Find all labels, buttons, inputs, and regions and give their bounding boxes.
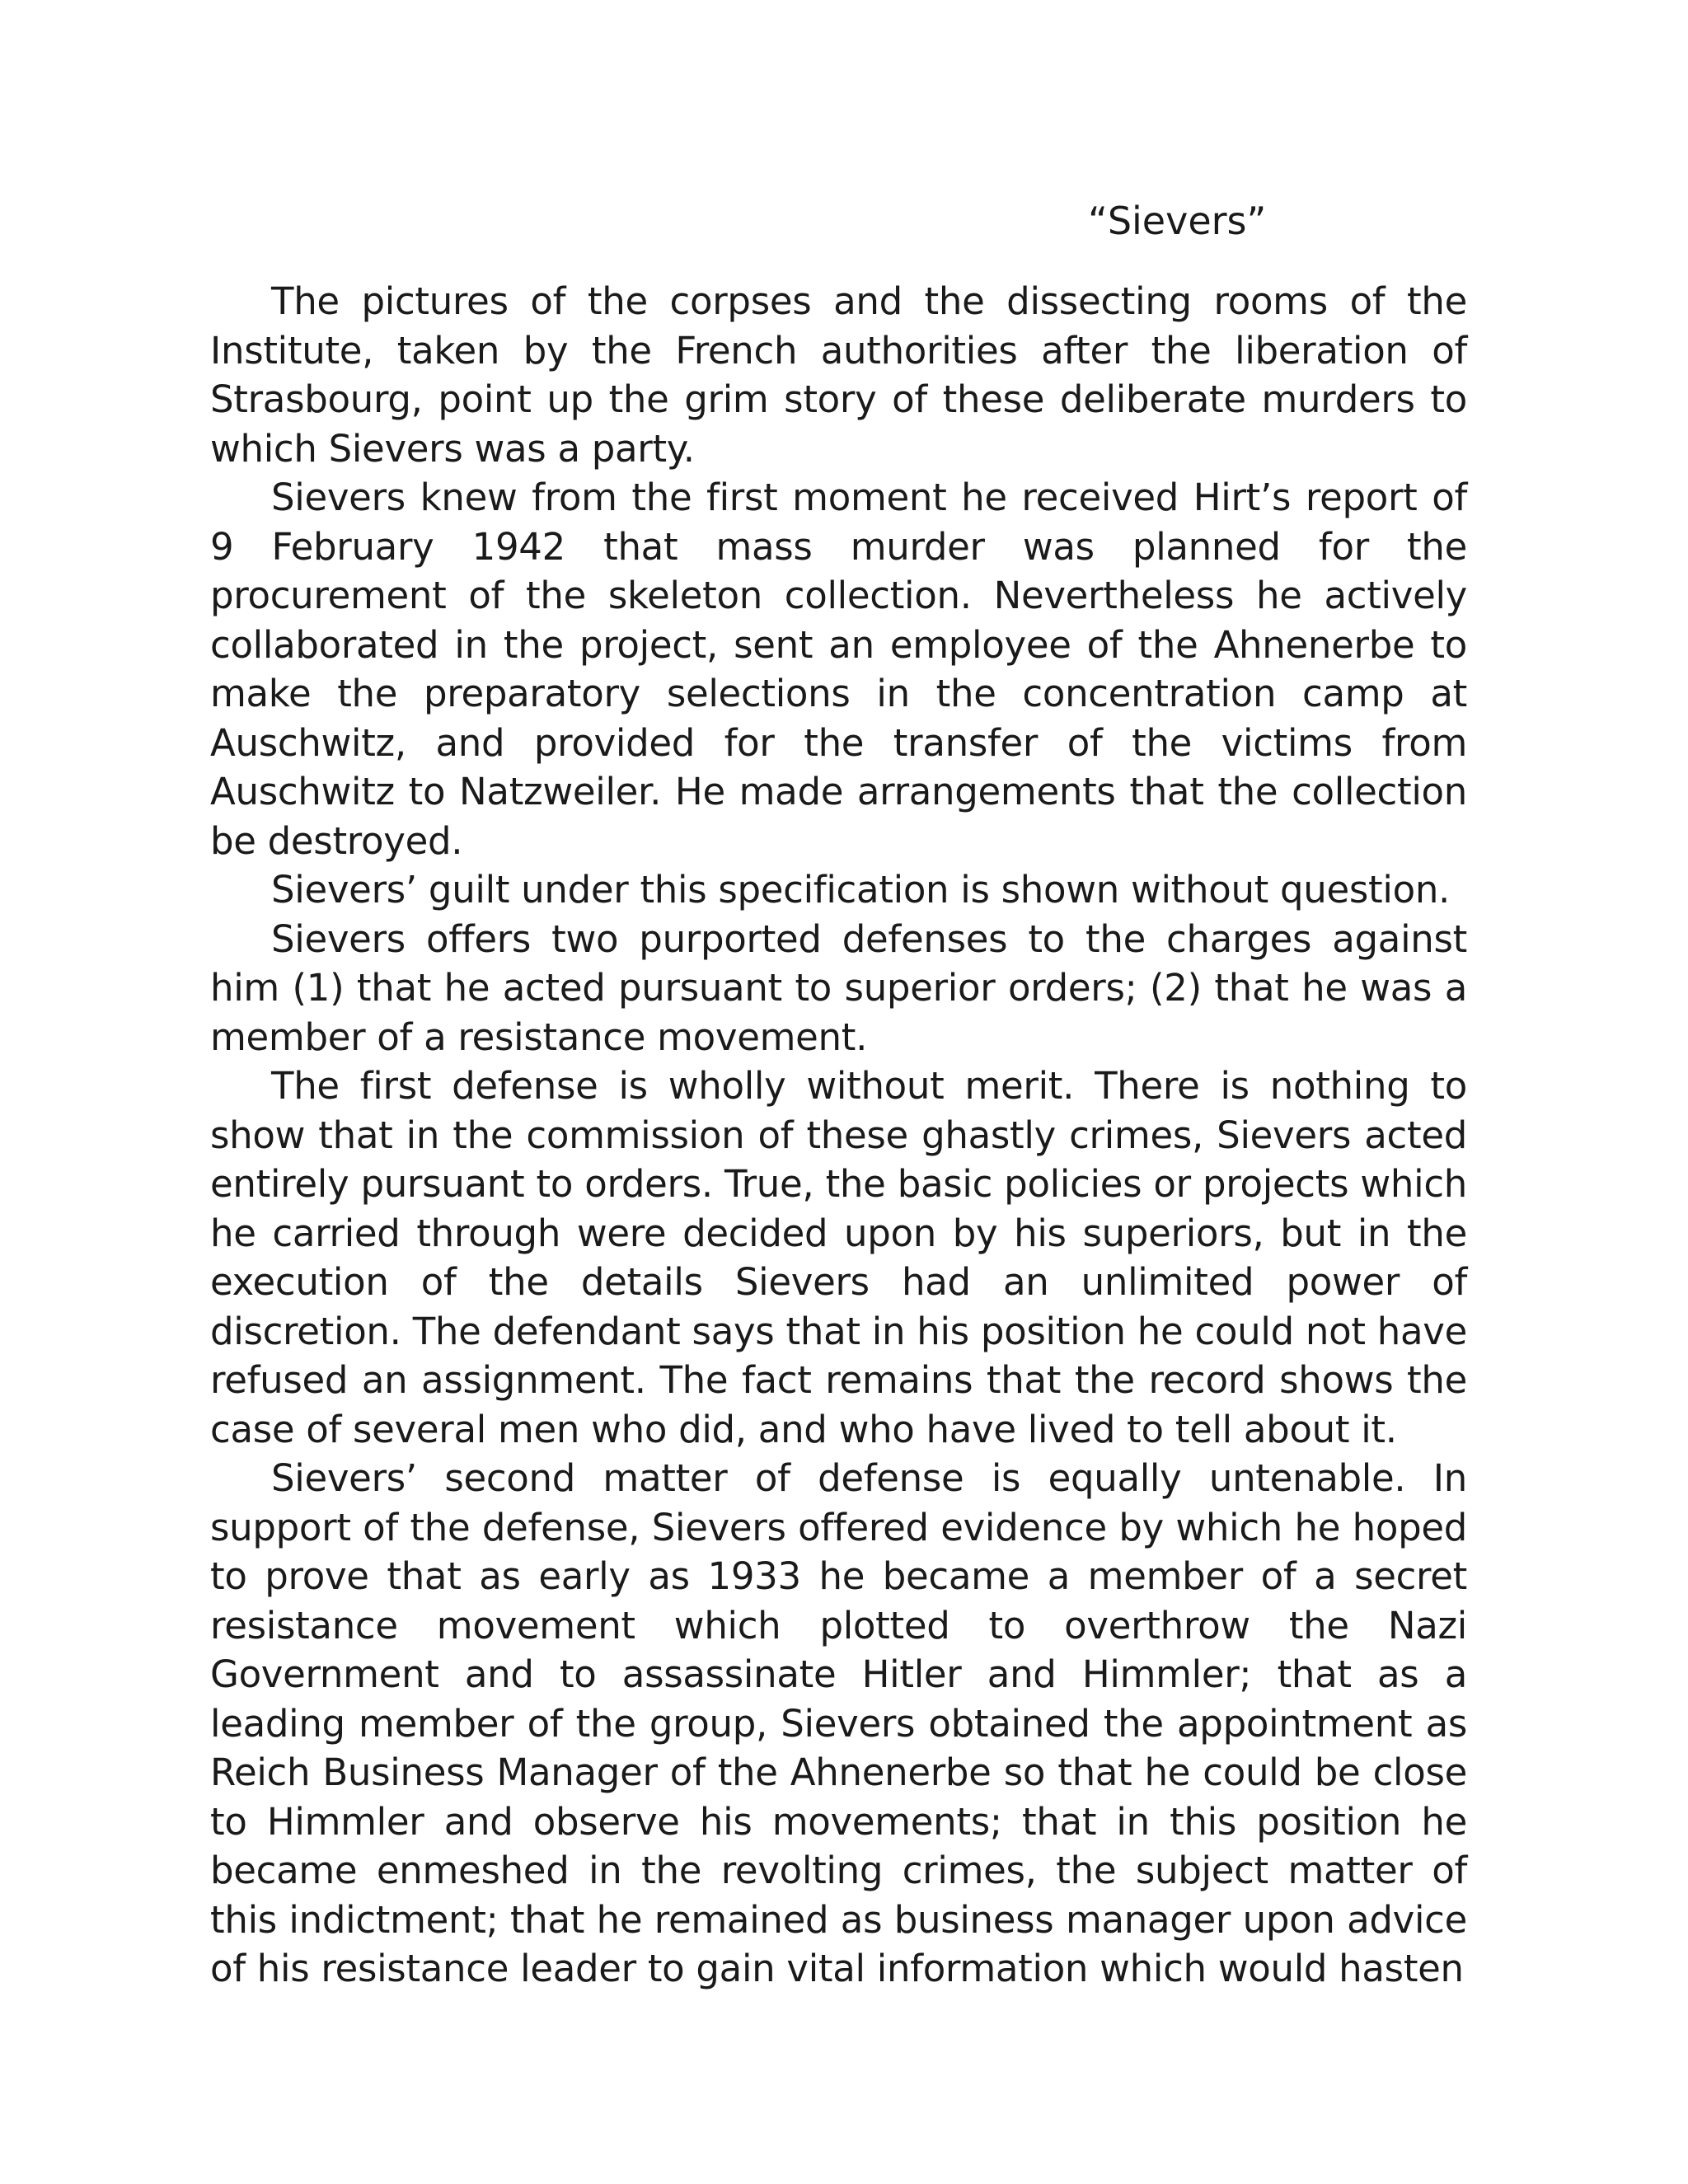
paragraph-6: Sievers’ second matter of defense is equally untenable. In support of the defense, Sievers offered evidence by which he hoped to prove that as early as 1933 he became a member of a secret resistance movement which plotted to overthrow the Nazi Government and to assassinate Hitler and Himmler; that as a leading member of the group, Sievers obtained the appointment as Reich Business Manager of the Ahnenerbe so that he could be close to Himmler and observe his movements; that in this position he became enmeshed in the revolting crimes, the subject matter of this indictment; that he remained as business manager upon advice of his resistance leader to gain vital information which would hasten — [210, 1456, 1467, 1990]
paragraph-3: Sievers’ guilt under this specification is shown without question. — [271, 868, 1451, 912]
paragraph-5: The first defense is wholly without merit. There is nothing to show that in the commission of these ghastly crimes, Sievers acted entirely pursuant to orders. True, the basic policies or projects which he carried through were decided upon by his superiors, but in the execution of the details Sievers had an unlimited power of discretion. The defendant says that in his position he could not have refused an assignment. The fact remains that the record shows the case of several men who did, and who have lived to tell about it. — [210, 1064, 1467, 1451]
document-page — [210, 198, 1467, 1994]
paragraph-2: Sievers knew from the first moment he received Hirt’s report of 9 February 1942 that mass murder was planned for the procurement of the skeleton collection. Nevertheless he actively collaborated in the project, sent an employee of the Ahnenerbe to make the preparatory selections in the concentration camp at Auschwitz, and provided for the transfer of the victims from Auschwitz to Natzweiler. He made arrangements that the collection be destroyed. — [210, 476, 1467, 863]
paragraph-1: The pictures of the corpses and the dissecting rooms of the Institute, taken by the French authorities after the liberation of Strasbourg, point up the grim story of these deliberate murders to which Sievers was a party. — [210, 279, 1467, 471]
running-title: “Sievers” — [1088, 199, 1267, 243]
paragraph-4: Sievers offers two purported defenses to the charges against him (1) that he acted pursuant to superior orders; (2) that he was a member of a resistance movement. — [210, 916, 1467, 1059]
